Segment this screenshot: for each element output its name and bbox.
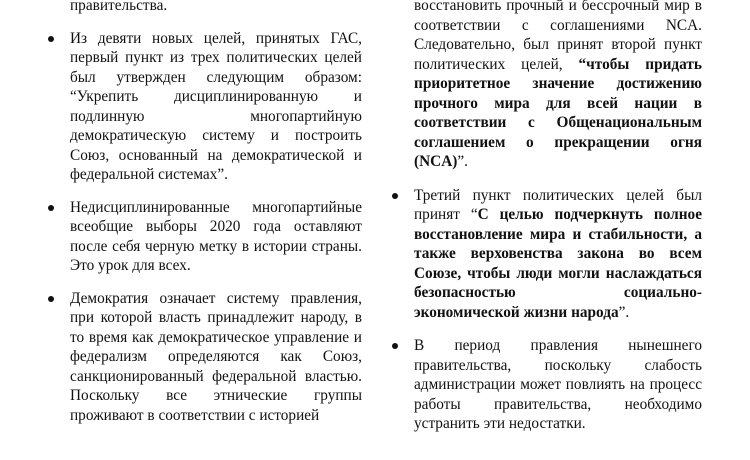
list-item bbox=[48, 198, 362, 276]
bullet-icon bbox=[48, 205, 54, 211]
bullet-icon bbox=[48, 36, 54, 42]
right-intro-bold: “чтобы придать приоритетное значение достижению прочного мира для всей нации в соответствии с Общенациональным соглашением о прекращении огня (NCA) bbox=[414, 55, 702, 170]
list-item bbox=[392, 186, 702, 323]
list-item-lead: Третий пункт политических целей был принят “ bbox=[414, 186, 702, 223]
list-item-text: В период правления нынешнего правительства, поскольку слабость администрации может повлиять на процесс работы правительства, необходимо устранить эти недостатки. bbox=[414, 337, 702, 432]
right-intro-fragment: восстановить прочный и бессрочный мир в соответствии с соглашениями NCA. Следовательно, был принят второй пункт политических целей, bbox=[414, 0, 702, 73]
list-item-text: Из девяти новых целей, принятых ГАС, первый пункт из трех политических целей был утвержден следующим образом: “Укрепить дисциплинированную и подлинную многопартийную демократическую систему и построить Союз, основанный на демократической и федеральной системах”. bbox=[70, 29, 362, 183]
left-column bbox=[48, 0, 362, 425]
left-intro-fragment: правительства. bbox=[70, 0, 168, 14]
bullet-icon bbox=[48, 296, 54, 302]
right-intro-paragraph bbox=[392, 0, 702, 172]
list-item-text: Демократия означает систему правления, при которой власть принадлежит народу, в то время как демократическое управление и федерализм определяются как Союз, санкционированный федеральной властью. Поскольку все этнические группы проживают в соответствии с историей bbox=[70, 289, 362, 424]
right-column bbox=[392, 0, 702, 434]
list-item-tail: ”. bbox=[618, 303, 630, 321]
right-intro-end: ”. bbox=[457, 153, 468, 170]
bullet-icon bbox=[392, 193, 398, 199]
list-item bbox=[48, 289, 362, 426]
bullet-icon bbox=[392, 343, 398, 349]
list-item-bold: С целью подчеркнуть полное восстановление мира и стабильности, а также верховенства закона во всем Союзе, чтобы люди могли наслаждаться безопасностью социально-экономической жизни народа bbox=[414, 206, 702, 321]
list-item bbox=[48, 29, 362, 185]
list-item bbox=[392, 336, 702, 434]
list-item-text: Недисциплинированные многопартийные всеобщие выборы 2020 года оставляют после себя черную метку в истории страны. Это урок для всех. bbox=[70, 198, 362, 274]
